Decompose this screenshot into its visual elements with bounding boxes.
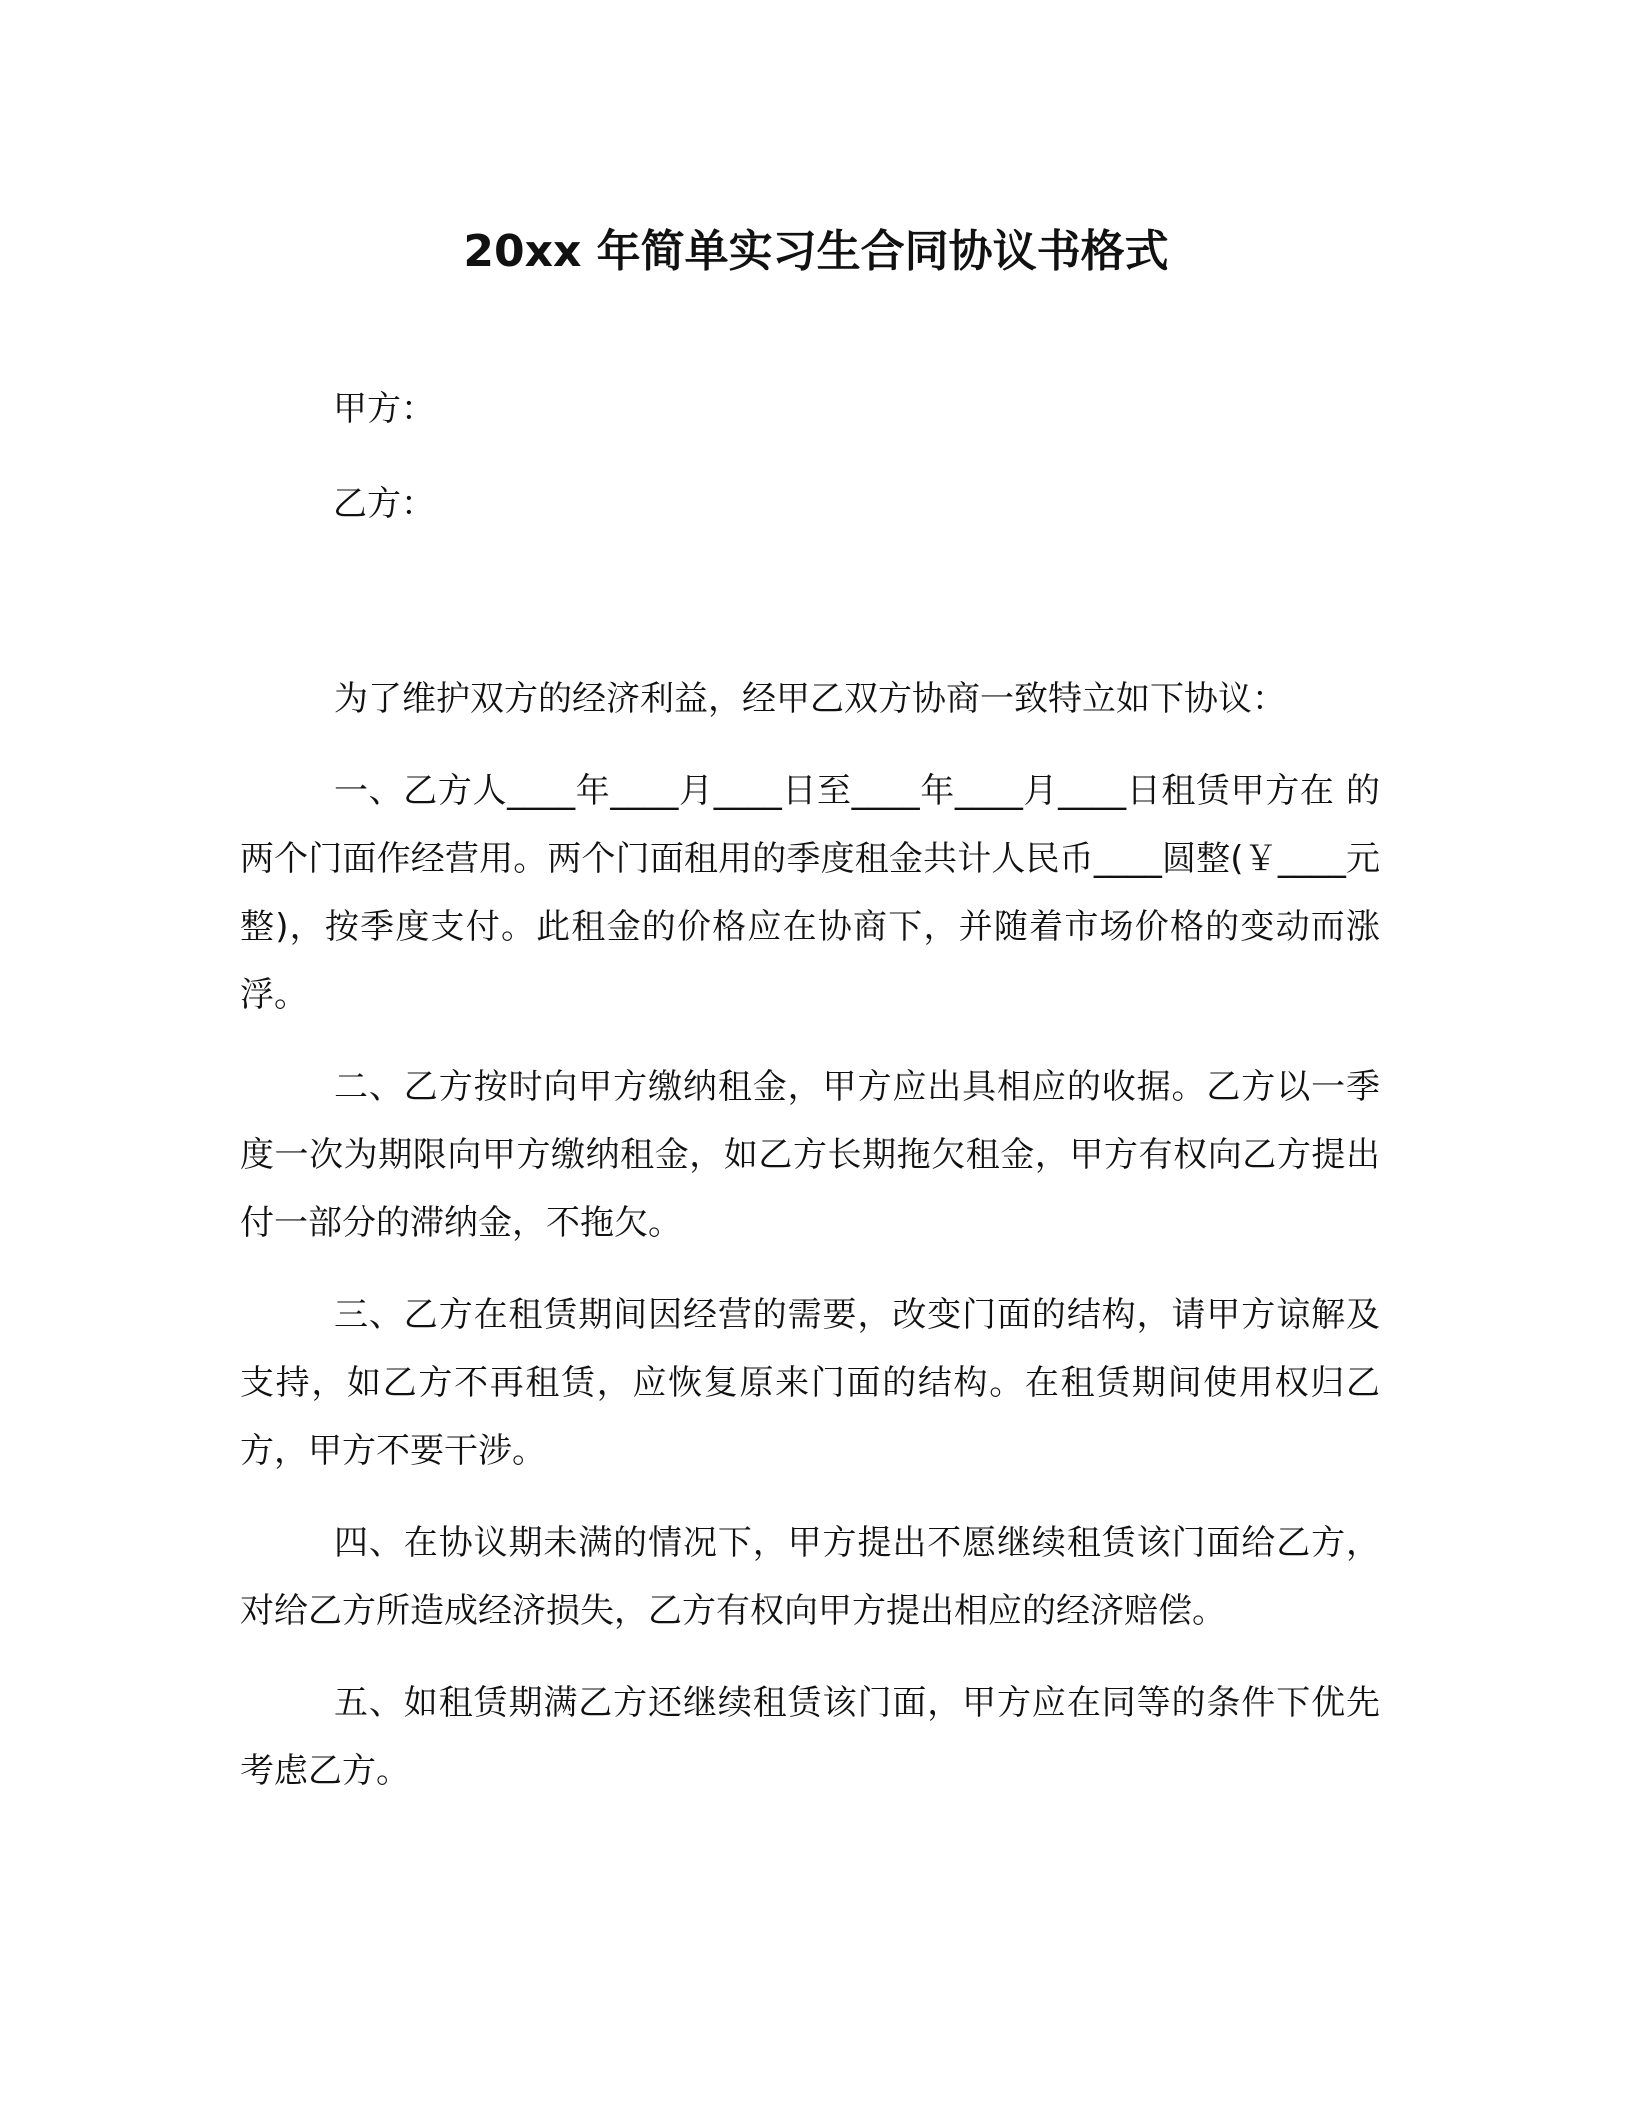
document-title: 20xx 年简单实习生合同协议书格式 bbox=[463, 226, 1169, 277]
clause-3-paragraph: 三、乙方在租赁期间因经营的需要，改变门面的结构，请甲方谅解及支持，如乙方不再租赁，应恢复原来门面的结构。在租赁期间使用权归乙方，甲方不要干涉。 bbox=[240, 1295, 1380, 1471]
agreement-body bbox=[240, 665, 1380, 1829]
clause-5-paragraph: 五、如租赁期满乙方还继续租赁该门面，甲方应在同等的条件下优先考虑乙方。 bbox=[240, 1683, 1380, 1791]
clause-2-paragraph: 二、乙方按时向甲方缴纳租金，甲方应出具相应的收据。乙方以一季度一次为期限向甲方缴纳租金，如乙方长期拖欠租金，甲方有权向乙方提出付一部分的滞纳金，不拖欠。 bbox=[240, 1067, 1380, 1243]
party-a-label: 甲方： bbox=[333, 389, 435, 429]
clause-1-paragraph: 一、乙方人____年____月____日至____年____月____日租赁甲方在 的两个门面作经营用。两个门面租用的季度租金共计人民币____圆整(￥____元整)，按季度支付。此租金的价格应在协商下，并随着市场价格的变动而涨浮。 bbox=[240, 771, 1380, 1015]
party-b-label: 乙方： bbox=[333, 484, 435, 524]
clause-4-paragraph: 四、在协议期未满的情况下，甲方提出不愿继续租赁该门面给乙方，对给乙方所造成经济损失，乙方有权向甲方提出相应的经济赔偿。 bbox=[240, 1523, 1380, 1631]
intro-paragraph: 为了维护双方的经济利益，经甲乙双方协商一致特立如下协议： bbox=[334, 679, 1286, 719]
